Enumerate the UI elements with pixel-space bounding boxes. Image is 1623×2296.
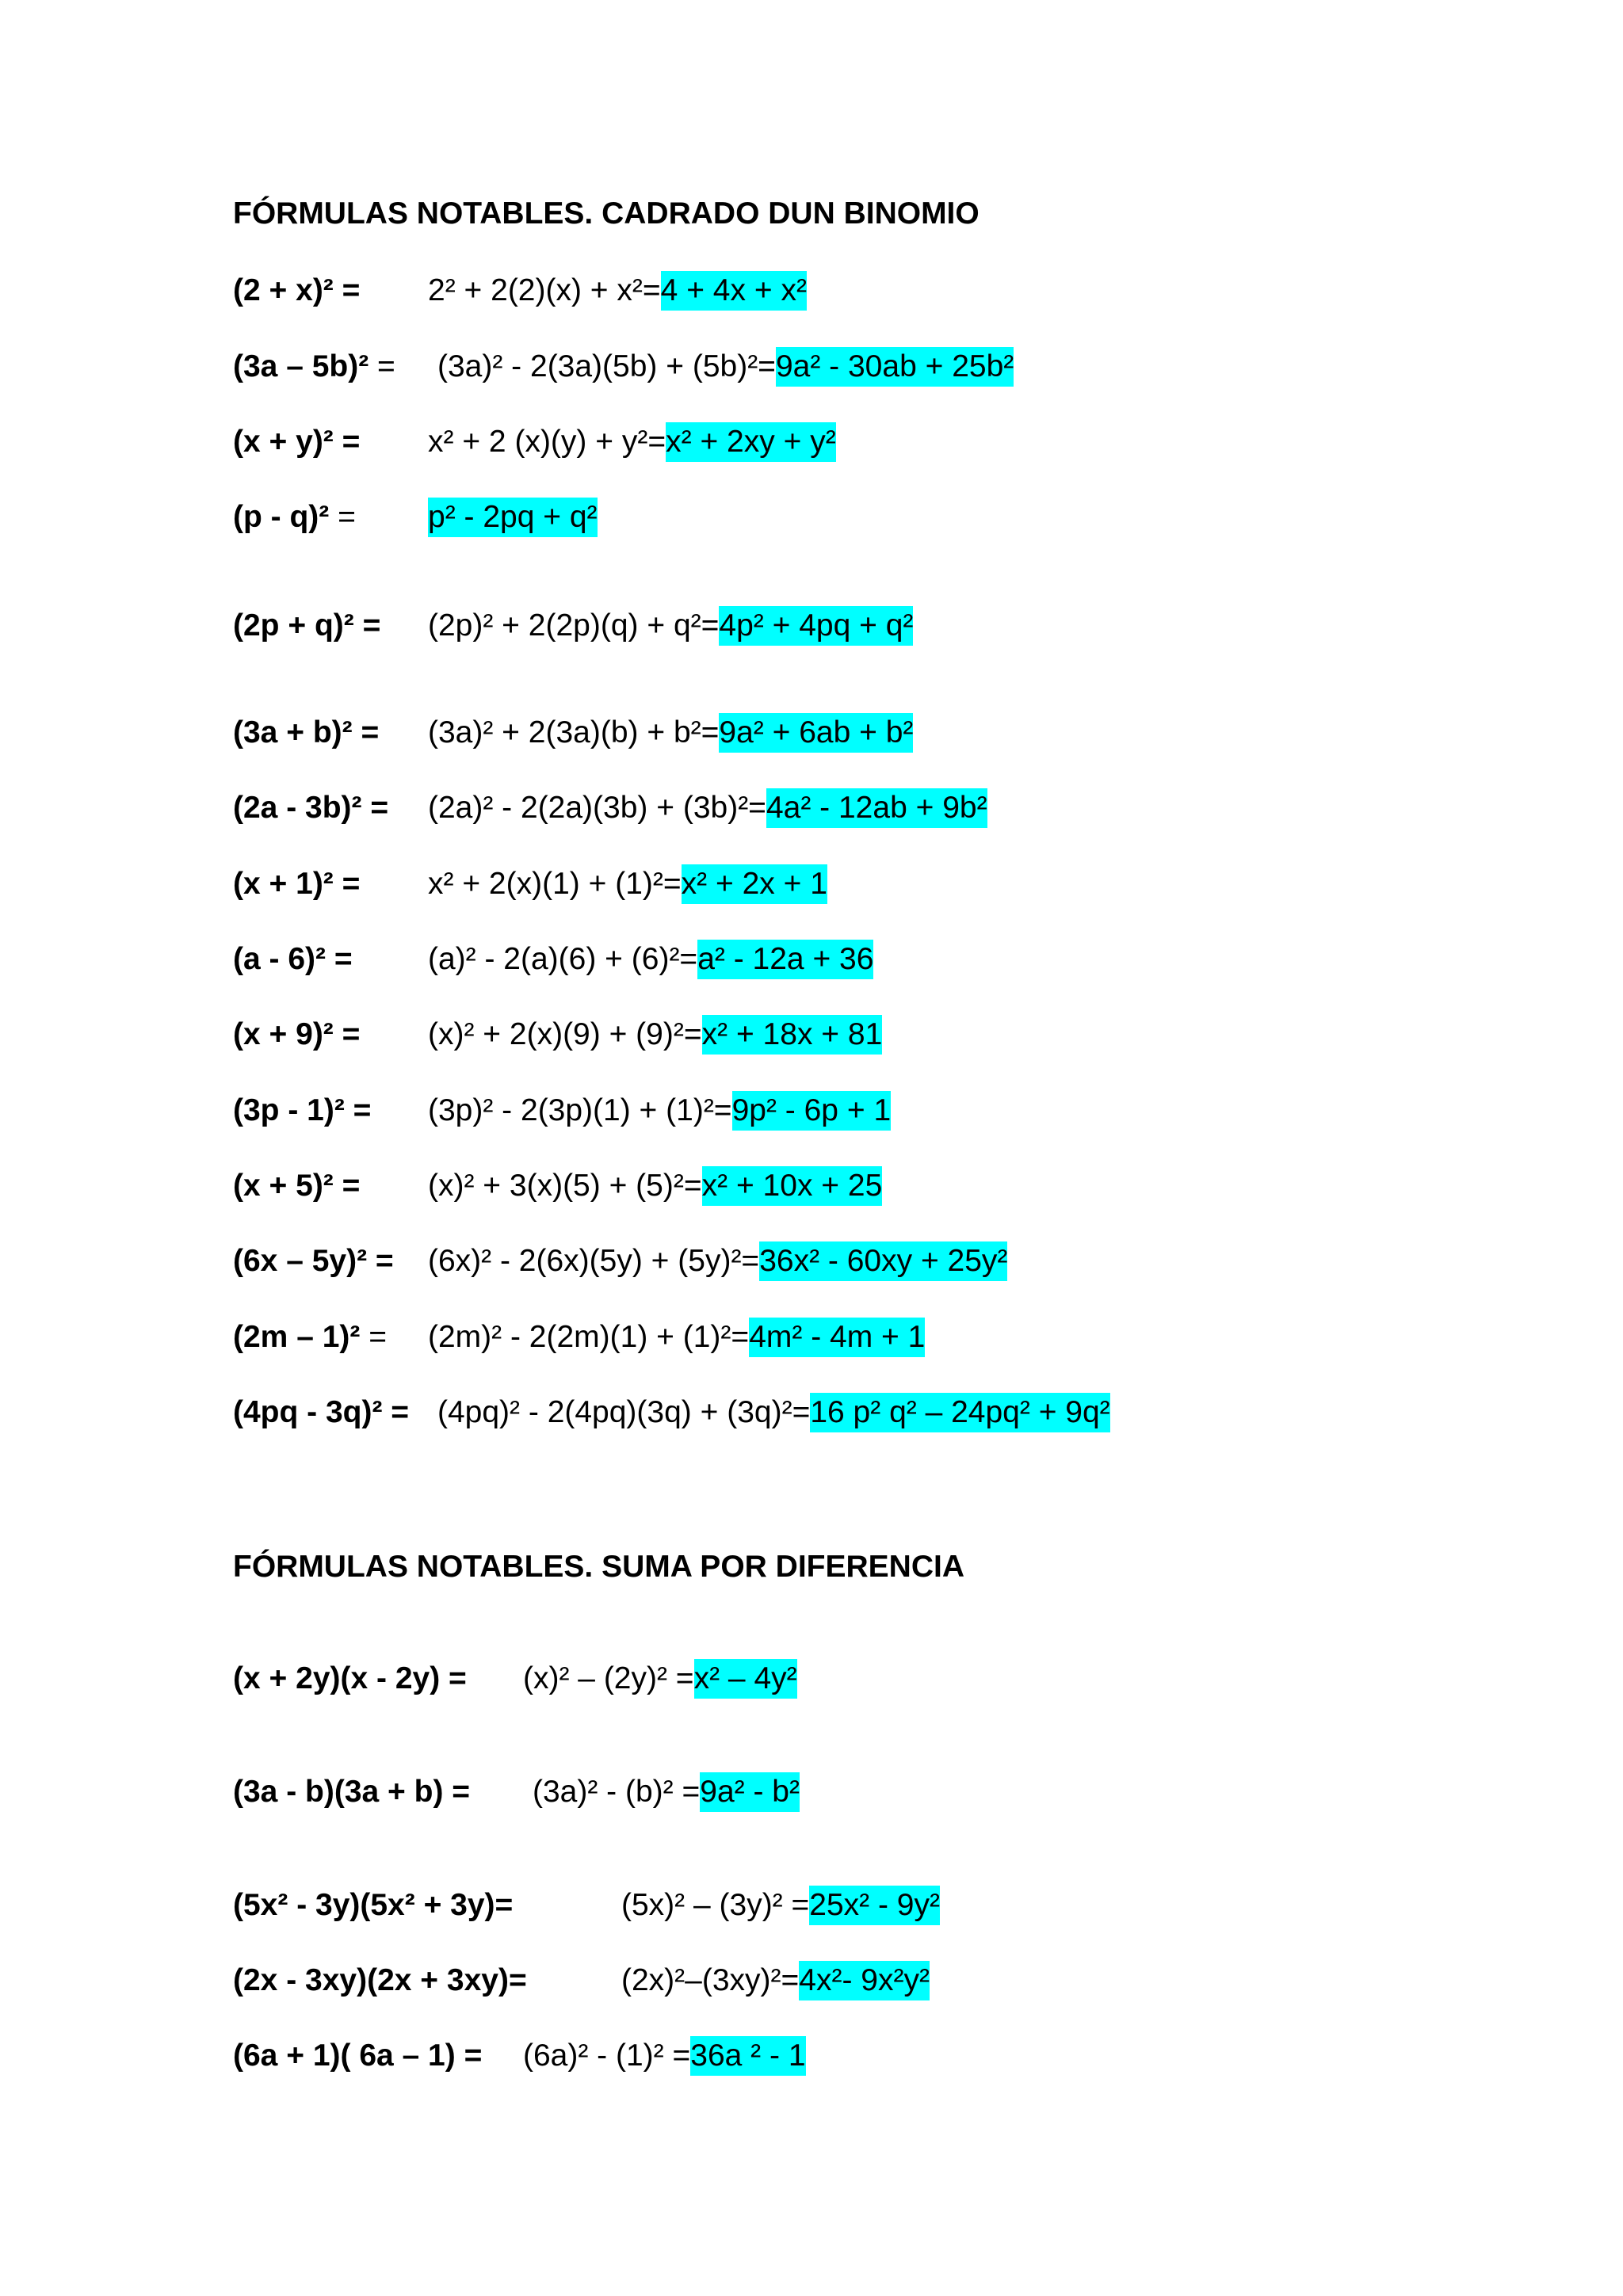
formula-row <box>233 1961 930 2000</box>
formula-result: 9a² + 6ab + b² <box>719 713 913 753</box>
formula-row <box>233 1015 882 1055</box>
formula-work: (2a)² - 2(2a)(3b) + (3b)²= <box>428 791 766 825</box>
formula-lhs: (4pq - 3q)² = <box>233 1395 410 1429</box>
formula-work: x² + 2(x)(1) + (1)²= <box>428 867 682 901</box>
formula-work: (2m)² - 2(2m)(1) + (1)²= <box>428 1320 750 1354</box>
formula-row <box>233 422 836 462</box>
formula-result: 4m² - 4m + 1 <box>749 1318 925 1357</box>
formula-lhs: (3a + b)² = <box>233 715 380 749</box>
formula-work: (3a)² - (b)² = <box>533 1775 701 1809</box>
formula-work: (6x)² - 2(6x)(5y) + (5y)²= <box>428 1244 760 1278</box>
formula-lhs: (a - 6)² = <box>233 942 353 976</box>
formula-row <box>233 788 987 828</box>
formula-lhs: (x + 9)² = <box>233 1017 361 1051</box>
formula-result: x² + 18x + 81 <box>702 1015 883 1055</box>
section-heading-sum-difference: FÓRMULAS NOTABLES. SUMA POR DIFERENCIA <box>233 1550 964 1584</box>
formula-row <box>233 1772 800 1812</box>
formula-row <box>233 2036 806 2076</box>
formula-result: x² + 10x + 25 <box>702 1166 883 1206</box>
formula-result: 4 + 4x + x² <box>661 271 807 311</box>
formula-result: 25x² - 9y² <box>809 1886 940 1925</box>
formula-lhs: (x + 5)² = <box>233 1169 361 1203</box>
formula-result: 4p² + 4pq + q² <box>719 606 913 646</box>
formula-work: (x)² + 3(x)(5) + (5)²= <box>428 1169 702 1203</box>
formula-lhs: (x + 1)² = <box>233 867 361 901</box>
formula-row <box>233 271 807 311</box>
formula-result: 9a² - 30ab + 25b² <box>776 347 1014 387</box>
formula-lhs: (6a + 1)( 6a – 1) = <box>233 2039 483 2073</box>
formula-row <box>233 1659 797 1699</box>
formula-row <box>233 1166 882 1206</box>
formula-row <box>233 1886 940 1925</box>
formula-work: (x)² + 2(x)(9) + (9)²= <box>428 1017 702 1051</box>
formula-lhs: (5x² - 3y)(5x² + 3y)= <box>233 1888 514 1922</box>
formula-row <box>233 498 598 537</box>
formula-result: x² + 2xy + y² <box>666 422 836 462</box>
formula-row <box>233 864 827 904</box>
formula-work: (4pq)² - 2(4pq)(3q) + (3q)²= <box>437 1395 811 1429</box>
section-heading-binomial-square: FÓRMULAS NOTABLES. CADRADO DUN BINOMIO <box>233 196 980 231</box>
formula-lhs: (2x - 3xy)(2x + 3xy)= <box>233 1963 527 1997</box>
formula-result: 36a ² - 1 <box>690 2036 805 2076</box>
formula-result: 4a² - 12ab + 9b² <box>766 788 987 828</box>
formula-result: p² - 2pq + q² <box>428 498 598 537</box>
formula-work: (a)² - 2(a)(6) + (6)²= <box>428 942 698 976</box>
formula-work: (3a)² - 2(3a)(5b) + (5b)²= <box>437 349 776 383</box>
formula-row <box>233 606 913 646</box>
formula-lhs: (p - q)² = <box>233 500 356 534</box>
formula-result: 9p² - 6p + 1 <box>732 1091 892 1131</box>
formula-result: x² – 4y² <box>694 1659 797 1699</box>
formula-lhs: (3a - b)(3a + b) = <box>233 1775 471 1809</box>
formula-work: (3a)² + 2(3a)(b) + b²= <box>428 715 720 749</box>
formula-lhs: (2 + x)² = <box>233 273 361 307</box>
formula-row <box>233 713 913 753</box>
formula-work: x² + 2 (x)(y) + y²= <box>428 425 666 459</box>
formula-work: (3p)² - 2(3p)(1) + (1)²= <box>428 1093 732 1127</box>
formula-row <box>233 1318 925 1357</box>
formula-lhs: (6x – 5y)² = <box>233 1244 394 1278</box>
formula-lhs: (2a - 3b)² = <box>233 791 389 825</box>
formula-row <box>233 940 873 979</box>
formula-work: (x)² – (2y)² = <box>523 1661 694 1695</box>
formula-work: (2p)² + 2(2p)(q) + q²= <box>428 608 720 643</box>
formula-work: (5x)² – (3y)² = <box>621 1888 810 1922</box>
formula-row <box>233 1393 1110 1432</box>
formula-lhs: (3p - 1)² = <box>233 1093 372 1127</box>
formula-result: 36x² - 60xy + 25y² <box>759 1241 1007 1281</box>
formula-work: 2² + 2(2)(x) + x²= <box>428 273 661 307</box>
formula-work: (2x)²–(3xy)²= <box>621 1963 800 1997</box>
formula-row <box>233 1091 891 1131</box>
formula-lhs: (2p + q)² = <box>233 608 381 643</box>
formula-lhs: (x + y)² = <box>233 425 361 459</box>
formula-work: (6a)² - (1)² = <box>523 2039 691 2073</box>
formula-result: 4x²- 9x²y² <box>799 1961 930 2000</box>
formula-result: a² - 12a + 36 <box>697 940 873 979</box>
formula-result: x² + 2x + 1 <box>682 864 827 904</box>
formula-row <box>233 347 1014 387</box>
formula-lhs: (3a – 5b)² = <box>233 349 395 383</box>
formula-result: 16 p² q² – 24pq² + 9q² <box>810 1393 1109 1432</box>
formula-lhs: (x + 2y)(x - 2y) = <box>233 1661 467 1695</box>
formula-lhs: (2m – 1)² = <box>233 1320 388 1354</box>
formula-row <box>233 1241 1007 1281</box>
formula-result: 9a² - b² <box>700 1772 800 1812</box>
